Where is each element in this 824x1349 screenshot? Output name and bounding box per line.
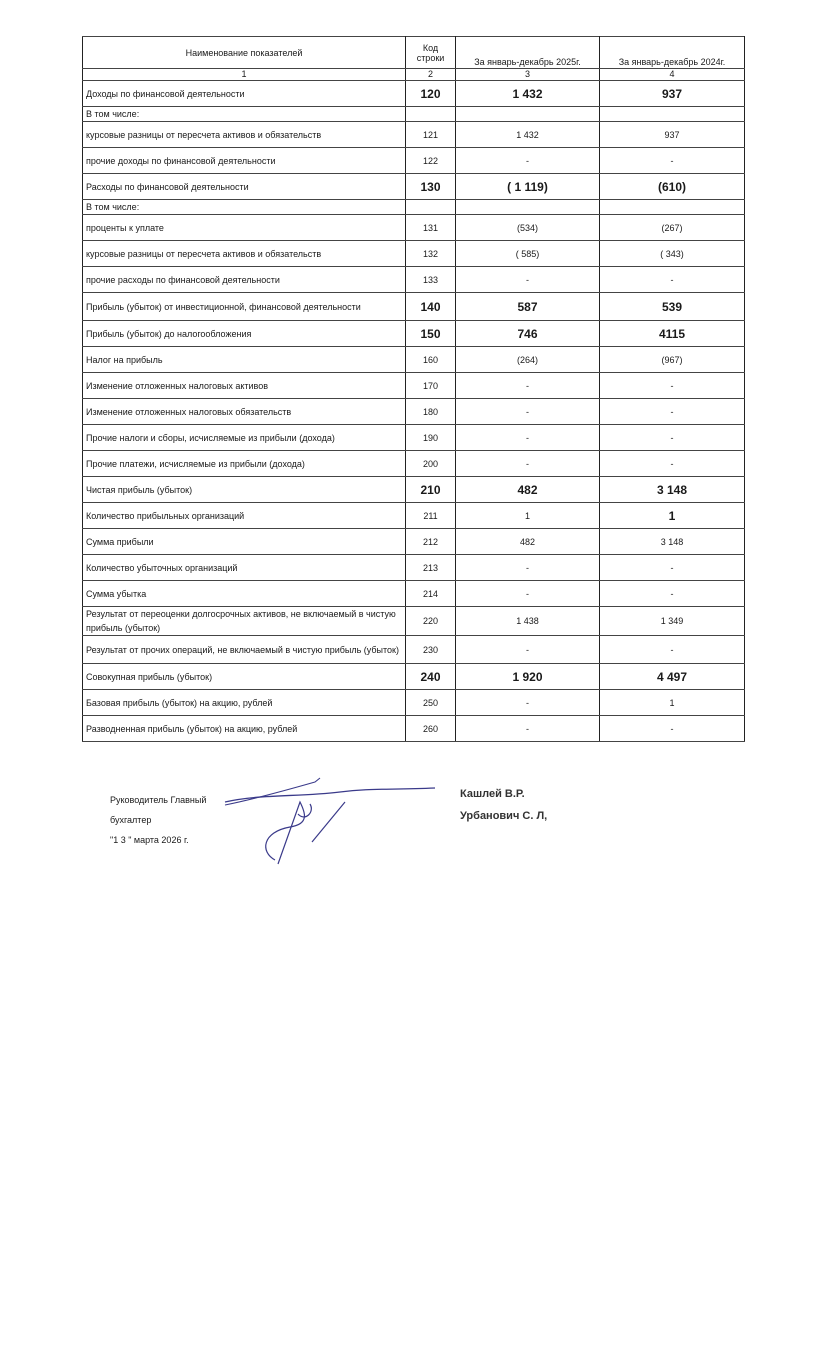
table-row	[83, 174, 745, 200]
row-value-previous: (267)	[600, 215, 745, 241]
row-name: Изменение отложенных налоговых активов	[83, 373, 406, 399]
row-code: 180	[406, 399, 456, 425]
row-value-current: -	[456, 451, 600, 477]
row-code: 120	[406, 81, 456, 107]
row-code	[406, 107, 456, 122]
row-code: 140	[406, 293, 456, 321]
row-name: Доходы по финансовой деятельности	[83, 81, 406, 107]
row-value-previous: 937	[600, 122, 745, 148]
row-value-current: -	[456, 267, 600, 293]
row-value-current: 1 438	[456, 607, 600, 636]
table-row	[83, 215, 745, 241]
row-name: Налог на прибыль	[83, 347, 406, 373]
row-value-previous: (967)	[600, 347, 745, 373]
row-value-current: (264)	[456, 347, 600, 373]
table-row	[83, 122, 745, 148]
row-name: Совокупная прибыль (убыток)	[83, 664, 406, 690]
row-name: прочие доходы по финансовой деятельности	[83, 148, 406, 174]
table-row	[83, 451, 745, 477]
row-value-previous: 4 497	[600, 664, 745, 690]
row-name: В том числе:	[83, 200, 406, 215]
row-value-current	[456, 200, 600, 215]
row-value-previous: -	[600, 425, 745, 451]
row-name: Разводненная прибыль (убыток) на акцию, рублей	[83, 716, 406, 742]
row-value-previous: 3 148	[600, 477, 745, 503]
row-code	[406, 200, 456, 215]
header-code: Код строки	[406, 37, 456, 69]
table-row	[83, 347, 745, 373]
signatory-names	[460, 783, 547, 827]
row-value-previous: 1	[600, 503, 745, 529]
row-value-previous: -	[600, 636, 745, 664]
row-name: Прибыль (убыток) до налогообложения	[83, 321, 406, 347]
row-value-previous	[600, 107, 745, 122]
table-row	[83, 425, 745, 451]
row-value-current: 746	[456, 321, 600, 347]
row-value-current: ( 585)	[456, 241, 600, 267]
row-value-current: 1 432	[456, 81, 600, 107]
row-value-current: 587	[456, 293, 600, 321]
row-name: Сумма убытка	[83, 581, 406, 607]
row-value-previous: ( 343)	[600, 241, 745, 267]
table-row	[83, 81, 745, 107]
row-name: Результат от прочих операций, не включаемый в чистую прибыль (убыток)	[83, 636, 406, 664]
row-value-current: -	[456, 636, 600, 664]
table-row	[83, 607, 745, 636]
row-code: 170	[406, 373, 456, 399]
column-number: 4	[600, 69, 745, 81]
column-numbers-row	[83, 69, 745, 81]
signature-date: "1 3 " марта 2026 г.	[110, 835, 189, 845]
table-row	[83, 555, 745, 581]
row-value-current: 482	[456, 529, 600, 555]
row-value-previous: -	[600, 267, 745, 293]
row-value-previous: 1	[600, 690, 745, 716]
table-row	[83, 267, 745, 293]
column-number: 3	[456, 69, 600, 81]
row-name: Базовая прибыль (убыток) на акцию, рублей	[83, 690, 406, 716]
column-number: 2	[406, 69, 456, 81]
row-value-previous: 4115	[600, 321, 745, 347]
row-value-current: -	[456, 581, 600, 607]
header-period-previous: За январь-декабрь 2024г.	[600, 37, 745, 69]
row-code: 160	[406, 347, 456, 373]
row-name: курсовые разницы от пересчета активов и обязательств	[83, 241, 406, 267]
row-name: Расходы по финансовой деятельности	[83, 174, 406, 200]
table-row	[83, 664, 745, 690]
table-row	[83, 690, 745, 716]
table-row	[83, 477, 745, 503]
row-value-current: -	[456, 148, 600, 174]
row-code: 190	[406, 425, 456, 451]
row-code: 130	[406, 174, 456, 200]
row-code: 214	[406, 581, 456, 607]
signature-position-line1: Руководитель Главный	[110, 795, 207, 805]
row-value-current: ( 1 119)	[456, 174, 600, 200]
row-value-previous: -	[600, 581, 745, 607]
row-value-current: -	[456, 373, 600, 399]
row-code: 250	[406, 690, 456, 716]
row-code: 200	[406, 451, 456, 477]
header-name: Наименование показателей	[83, 37, 406, 69]
row-value-current: -	[456, 425, 600, 451]
row-value-previous: (610)	[600, 174, 745, 200]
row-name: Результат от переоценки долгосрочных активов, не включаемый в чистую прибыль (убыток)	[83, 607, 406, 636]
row-value-current: -	[456, 690, 600, 716]
row-code: 210	[406, 477, 456, 503]
header-period-current: За январь-декабрь 2025г.	[456, 37, 600, 69]
row-value-previous: -	[600, 555, 745, 581]
row-value-previous: -	[600, 148, 745, 174]
row-value-current: 1 432	[456, 122, 600, 148]
row-value-previous: -	[600, 451, 745, 477]
row-value-current	[456, 107, 600, 122]
row-code: 132	[406, 241, 456, 267]
row-value-current: 482	[456, 477, 600, 503]
table-row	[83, 529, 745, 555]
row-code: 150	[406, 321, 456, 347]
row-name: курсовые разницы от пересчета активов и обязательств	[83, 122, 406, 148]
row-value-previous: -	[600, 716, 745, 742]
table-row	[83, 293, 745, 321]
row-value-previous: -	[600, 399, 745, 425]
row-value-previous	[600, 200, 745, 215]
row-code: 121	[406, 122, 456, 148]
row-code: 220	[406, 607, 456, 636]
row-name: Прочие налоги и сборы, исчисляемые из прибыли (дохода)	[83, 425, 406, 451]
table-row	[83, 148, 745, 174]
row-code: 260	[406, 716, 456, 742]
row-name: Количество убыточных организаций	[83, 555, 406, 581]
head-name: Кашлей В.Р.	[460, 788, 525, 800]
accountant-name: Урбанович С. Л,	[460, 810, 548, 822]
row-code: 230	[406, 636, 456, 664]
row-value-current: -	[456, 716, 600, 742]
row-name: Количество прибыльных организаций	[83, 503, 406, 529]
table-row	[83, 399, 745, 425]
financial-report-table	[82, 36, 745, 742]
table-row	[83, 373, 745, 399]
row-name: Прибыль (убыток) от инвестиционной, финансовой деятельности	[83, 293, 406, 321]
table-header-row	[83, 37, 745, 69]
row-value-previous: 1 349	[600, 607, 745, 636]
row-name: прочие расходы по финансовой деятельности	[83, 267, 406, 293]
table-row	[83, 321, 745, 347]
row-value-current: 1	[456, 503, 600, 529]
table-row	[83, 503, 745, 529]
row-value-previous: -	[600, 373, 745, 399]
row-value-previous: 937	[600, 81, 745, 107]
table-row	[83, 107, 745, 122]
table-row	[83, 716, 745, 742]
row-value-previous: 539	[600, 293, 745, 321]
column-number: 1	[83, 69, 406, 81]
row-code: 131	[406, 215, 456, 241]
row-value-previous: 3 148	[600, 529, 745, 555]
row-name: В том числе:	[83, 107, 406, 122]
signature-position-line2: бухгалтер	[110, 815, 152, 825]
signature-block	[110, 790, 206, 850]
row-code: 240	[406, 664, 456, 690]
row-value-current: -	[456, 555, 600, 581]
row-name: Прочие платежи, исчисляемые из прибыли (дохода)	[83, 451, 406, 477]
row-value-current: 1 920	[456, 664, 600, 690]
table-row	[83, 200, 745, 215]
row-code: 122	[406, 148, 456, 174]
row-name: Сумма прибыли	[83, 529, 406, 555]
row-value-current: (534)	[456, 215, 600, 241]
row-code: 212	[406, 529, 456, 555]
row-name: проценты к уплате	[83, 215, 406, 241]
row-code: 213	[406, 555, 456, 581]
table-row	[83, 581, 745, 607]
handwritten-signature-icon	[220, 772, 450, 872]
table-row	[83, 241, 745, 267]
row-name: Чистая прибыль (убыток)	[83, 477, 406, 503]
row-code: 133	[406, 267, 456, 293]
row-name: Изменение отложенных налоговых обязательств	[83, 399, 406, 425]
row-value-current: -	[456, 399, 600, 425]
row-code: 211	[406, 503, 456, 529]
table-row	[83, 636, 745, 664]
